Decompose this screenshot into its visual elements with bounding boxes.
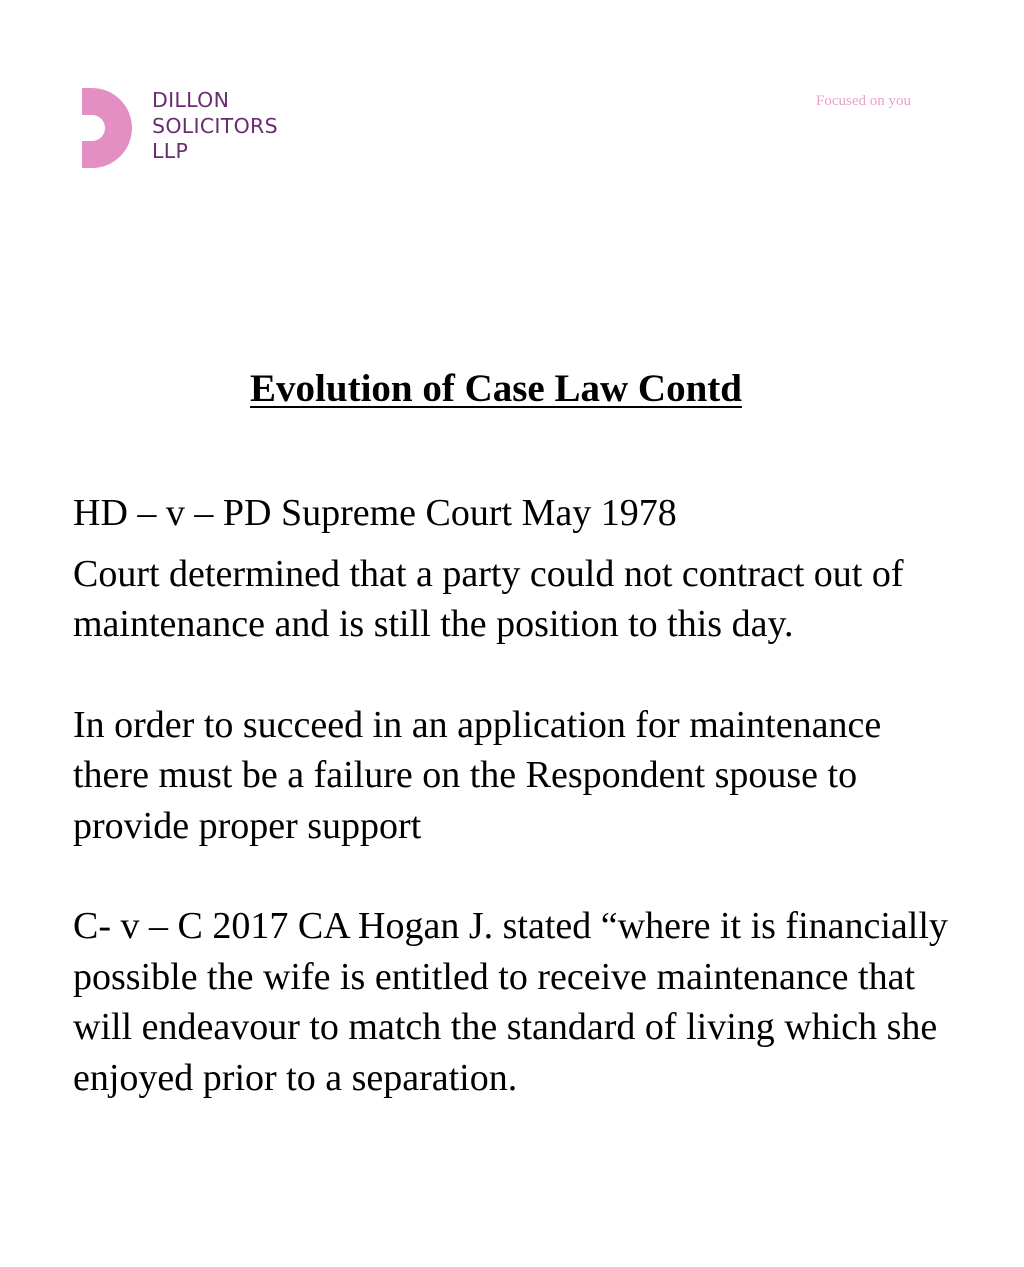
tagline: Focused on you bbox=[816, 93, 911, 109]
paragraph-maintenance-requirement: In order to succeed in an application for maintenance there must be a failure on the Respondent spouse to provide proper support bbox=[73, 703, 882, 847]
logo-line-3: LLP bbox=[152, 139, 189, 163]
company-logo bbox=[82, 88, 342, 168]
paragraph-c-v-c-quote: C- v – C 2017 CA Hogan J. stated “where it is financially possible the wife is entitled to receive maintenance that will endeavour to match the standard of living which she enjoyed prior to a separation. bbox=[73, 905, 948, 1099]
logo-wordmark bbox=[152, 88, 278, 165]
logo-line-1: DILLON bbox=[152, 88, 230, 112]
slide-body bbox=[73, 488, 953, 1103]
page-title: Evolution of Case Law Contd bbox=[250, 367, 742, 410]
paragraph-court-determination: Court determined that a party could not contract out of maintenance and is still the position to this day. bbox=[73, 552, 904, 645]
case-citation-hd-v-pd: HD – v – PD Supreme Court May 1978 bbox=[73, 492, 677, 534]
logo-line-2: SOLICITORS bbox=[152, 113, 278, 138]
d-mark-icon bbox=[82, 88, 138, 168]
